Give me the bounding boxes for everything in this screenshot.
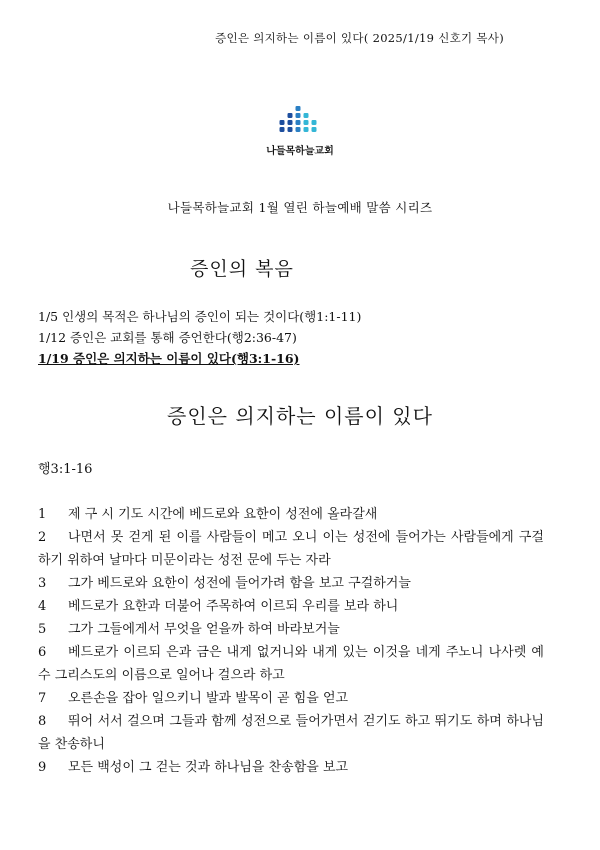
document-header: 증인은 의지하는 이름이 있다( 2025/1/19 신호기 목사) <box>215 31 504 45</box>
logo-dot <box>296 106 301 111</box>
church-logo-text: 나들목하늘교회 <box>266 146 334 157</box>
logo-dot <box>296 120 301 125</box>
logo-dot <box>288 113 293 118</box>
series-title: 증인의 복음 <box>190 258 294 280</box>
sermon-list-item: 1/5 인생의 목적은 하나님의 증인이 되는 것이다(행1:1-11) <box>38 309 362 324</box>
logo-dot <box>312 120 317 125</box>
logo-dot <box>304 127 309 132</box>
verse-text: 그가 베드로와 요한이 성전에 들어가려 함을 보고 구걸하거늘 <box>68 576 411 591</box>
verse-text: 오른손을 잡아 일으키니 발과 발목이 곧 힘을 얻고 <box>68 691 349 706</box>
verse-number: 2 <box>38 530 47 545</box>
verse-number: 3 <box>38 576 47 591</box>
sermon-title: 증인은 의지하는 이름이 있다 <box>167 404 433 428</box>
logo-dot <box>304 113 309 118</box>
verse-text: 베드로가 이르되 은과 금은 내게 없거니와 내게 있는 이것을 네게 주노니 나사렛 예수 그리스도의 이름으로 일어나 걸으라 하고 <box>38 645 544 683</box>
verse-number: 8 <box>38 714 47 729</box>
verse-item <box>38 572 544 595</box>
logo-dot <box>280 127 285 132</box>
verse-text: 뛰어 서서 걸으며 그들과 함께 성전으로 들어가면서 걷기도 하고 뛰기도 하며 하나님을 찬송하니 <box>38 714 544 752</box>
verse-list <box>38 503 544 779</box>
logo-dot <box>312 127 317 132</box>
verse-item <box>38 710 544 756</box>
logo-dot <box>288 120 293 125</box>
scripture-reference: 행3:1-16 <box>38 462 93 477</box>
verse-text: 나면서 못 걷게 된 이를 사람들이 메고 오니 이는 성전에 들어가는 사람들에게 구걸하기 위하여 날마다 미문이라는 성전 문에 두는 자라 <box>38 530 544 568</box>
church-logo-mark-icon <box>278 102 322 136</box>
verse-number: 4 <box>38 599 47 614</box>
logo-dot <box>288 127 293 132</box>
verse-item <box>38 503 544 526</box>
verse-number: 7 <box>38 691 47 706</box>
verse-item <box>38 641 544 687</box>
verse-item <box>38 618 544 641</box>
sermon-series-list <box>38 306 361 369</box>
logo-dot <box>280 120 285 125</box>
sermon-list-item-current: 1/19 증인은 의지하는 이름이 있다(행3:1-16) <box>38 351 300 366</box>
verse-number: 5 <box>38 622 47 637</box>
sermon-list-item: 1/12 증인은 교회를 통해 증언한다(행2:36-47) <box>38 330 297 345</box>
verse-text: 모든 백성이 그 걷는 것과 하나님을 찬송함을 보고 <box>68 760 349 775</box>
verse-text: 제 구 시 기도 시간에 베드로와 요한이 성전에 올라갈새 <box>68 507 378 522</box>
verse-number: 6 <box>38 645 47 660</box>
verse-item <box>38 756 544 779</box>
church-logo <box>0 102 600 157</box>
verse-item <box>38 526 544 572</box>
logo-dot <box>304 120 309 125</box>
verse-number: 9 <box>38 760 47 775</box>
verse-item <box>38 595 544 618</box>
verse-number: 1 <box>38 507 47 522</box>
verse-item <box>38 687 544 710</box>
logo-dot <box>296 113 301 118</box>
verse-text: 베드로가 요한과 더불어 주목하여 이르되 우리를 보라 하니 <box>68 599 399 614</box>
verse-text: 그가 그들에게서 무엇을 얻을까 하여 바라보거늘 <box>68 622 340 637</box>
series-caption: 나들목하늘교회 1월 열린 하늘예배 말씀 시리즈 <box>167 200 433 215</box>
logo-dot <box>296 127 301 132</box>
